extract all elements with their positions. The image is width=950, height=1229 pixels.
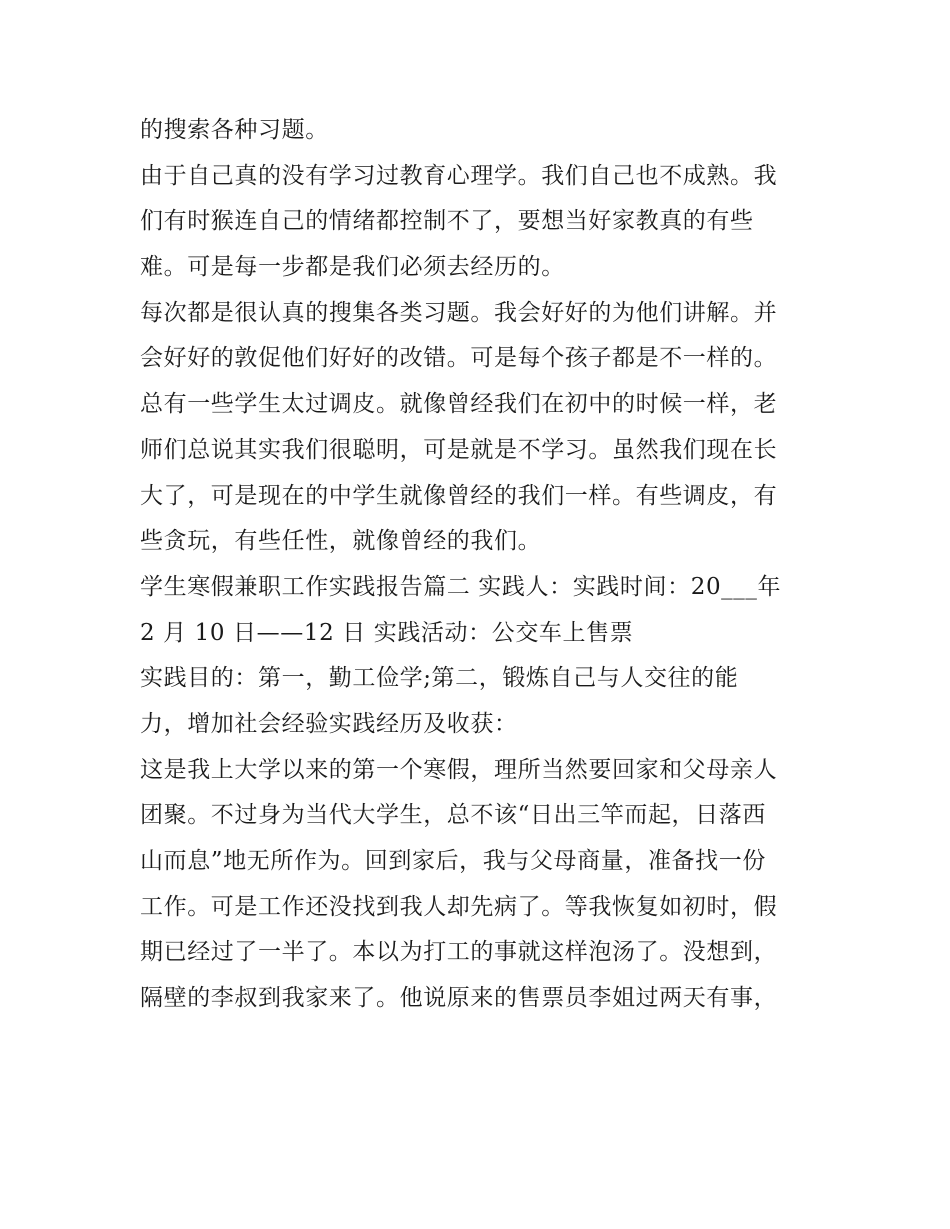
text-line: 山而息”地无所作为。回到家后，我与父母商量，准备找一份 bbox=[140, 848, 766, 874]
text-line: 期已经过了一半了。本以为打工的事就这样泡汤了。没想到， bbox=[140, 939, 778, 966]
text-line: 团聚。不过身为当代大学生，总不该“日出三竿而起，日落西 bbox=[140, 802, 766, 829]
text-line: 2 月 10 日——12 日 实践活动：公交车上售票 bbox=[140, 619, 634, 646]
section-heading-line: 学生寒假兼职工作实践报告篇二 实践人：实践时间：20___年 bbox=[140, 573, 782, 600]
text-line: 难。可是每一步都是我们必须去经历的。 bbox=[140, 254, 565, 281]
text-line: 每次都是很认真的搜集各类习题。我会好好的为他们讲解。并 bbox=[140, 299, 778, 326]
text-line: 力，增加社会经验实践经历及收获： bbox=[140, 710, 518, 737]
text-line: 这是我上大学以来的第一个寒假，理所当然要回家和父母亲人 bbox=[140, 756, 778, 783]
text-line: 实践目的：第一，勤工俭学;第二，锻炼自己与人交往的能 bbox=[140, 665, 739, 692]
text-line: 师们总说其实我们很聪明，可是就是不学习。虽然我们现在长 bbox=[140, 436, 778, 463]
text-line: 隔壁的李叔到我家来了。他说原来的售票员李姐过两天有事， bbox=[140, 985, 778, 1012]
text-line: 们有时猴连自己的情绪都控制不了，要想当好家教真的有些 bbox=[140, 208, 754, 235]
text-line: 大了，可是现在的中学生就像曾经的我们一样。有些调皮，有 bbox=[140, 482, 778, 509]
text-line: 总有一些学生太过调皮。就像曾经我们在初中的时候一样，老 bbox=[140, 391, 778, 418]
text-line: 些贪玩，有些任性，就像曾经的我们。 bbox=[140, 528, 542, 555]
document-body bbox=[140, 108, 820, 1022]
text-line: 会好好的敦促他们好好的改错。可是每个孩子都是不一样的。 bbox=[140, 345, 778, 372]
text-line: 的搜索各种习题。 bbox=[140, 117, 329, 143]
text-line: 由于自己真的没有学习过教育心理学。我们自己也不成熟。我 bbox=[140, 162, 778, 189]
text-line: 工作。可是工作还没找到我人却先病了。等我恢复如初时，假 bbox=[140, 893, 778, 920]
